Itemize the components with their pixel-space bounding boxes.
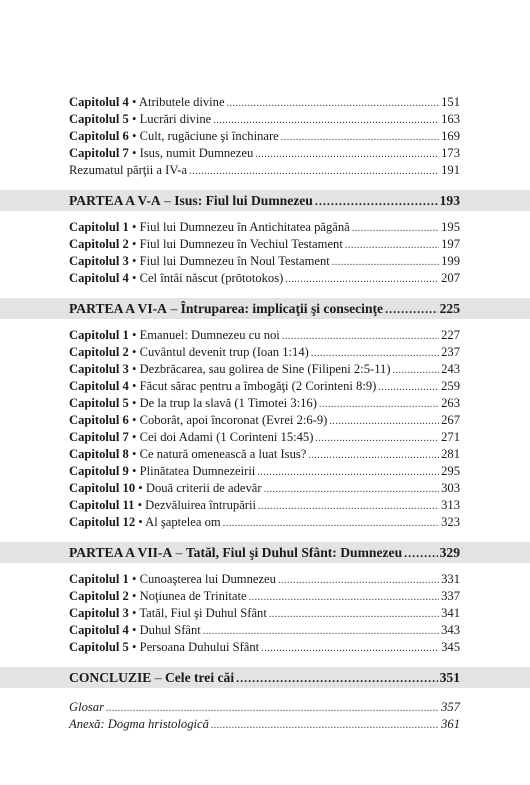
bullet-separator: •: [128, 396, 140, 410]
part-number: CONCLUZIE: [69, 670, 152, 685]
entry-title: Două criterii de adevăr: [145, 481, 262, 495]
toc-entry[interactable]: [69, 716, 460, 733]
toc-entry[interactable]: [69, 605, 460, 622]
part-label: [69, 667, 234, 688]
toc-entry[interactable]: [69, 94, 460, 111]
chapter-number: Capitolul 4: [69, 95, 129, 109]
chapter-number: Capitolul 5: [69, 396, 129, 410]
entry-label: [69, 219, 350, 236]
entry-label: [69, 571, 276, 588]
dot-leader: [257, 464, 439, 481]
bullet-separator: •: [128, 254, 140, 268]
dash-separator: –: [172, 545, 186, 560]
bullet-separator: •: [128, 345, 140, 359]
chapter-number: Capitolul 1: [69, 572, 129, 586]
toc-entry[interactable]: [69, 514, 460, 531]
part-heading-inner: [69, 298, 460, 320]
part-heading-inner: [69, 190, 460, 212]
entry-label: [69, 480, 262, 497]
section-gap: [0, 688, 530, 699]
dot-leader: [311, 345, 439, 362]
bullet-separator: •: [128, 95, 139, 109]
entry-title: De la trup la slavă (1 Timotei 3:16): [139, 396, 317, 410]
entry-label: [69, 412, 327, 429]
part-heading-inner: [69, 667, 460, 689]
dot-leader: [352, 220, 439, 237]
dot-leader: [269, 606, 439, 623]
part-gap: [0, 563, 530, 571]
dash-separator: –: [151, 670, 165, 685]
entry-label: [69, 361, 391, 378]
entry-label: [69, 716, 209, 733]
chapter-number: Capitolul 9: [69, 464, 129, 478]
toc-entry[interactable]: [69, 412, 460, 429]
part-label: [69, 190, 313, 211]
page-number: 281: [441, 447, 460, 461]
entry-label: [69, 253, 330, 270]
page-number: 207: [441, 271, 460, 285]
page-number: 173: [441, 146, 460, 160]
entry-title: Isus, numit Dumnezeu: [139, 146, 254, 160]
dot-leader: [315, 191, 438, 212]
entry-label: [69, 639, 259, 656]
page-number: 267: [441, 413, 460, 427]
dot-leader: [227, 95, 440, 112]
part-label: [69, 298, 383, 319]
entry-title: Fiul lui Dumnezeu în Antichitatea păgână: [139, 220, 350, 234]
part-gap: [0, 211, 530, 219]
dot-leader: [281, 129, 439, 146]
part-title: Isus: Fiul lui Dumnezeu: [174, 193, 313, 208]
page-number: 225: [439, 301, 460, 316]
page-number: 295: [441, 464, 460, 478]
bullet-separator: •: [128, 640, 140, 654]
chapter-number: Capitolul 10: [69, 481, 136, 495]
dot-leader: [189, 163, 439, 180]
toc-entry[interactable]: [69, 378, 460, 395]
entry-title: Ce natură omenească a luat Isus?: [139, 447, 307, 461]
bullet-separator: •: [128, 220, 140, 234]
bullet-separator: •: [128, 146, 140, 160]
toc-entry[interactable]: [69, 639, 460, 656]
bullet-separator: •: [128, 606, 140, 620]
page-number: 331: [441, 572, 460, 586]
part-title: Cele trei căi: [164, 670, 235, 685]
bullet-separator: •: [135, 515, 146, 529]
bullet-separator: •: [128, 328, 140, 342]
page-number: 169: [441, 129, 460, 143]
table-of-contents: [0, 94, 530, 733]
entry-title: Lucrări divine: [139, 112, 212, 126]
page-number: 343: [441, 623, 460, 637]
page-number: 227: [441, 328, 460, 342]
chapter-number: Capitolul 5: [69, 112, 129, 126]
page-number: 151: [441, 95, 460, 109]
page-number: 199: [441, 254, 460, 268]
bullet-separator: •: [128, 362, 140, 376]
entry-label: [69, 327, 280, 344]
chapter-number: Capitolul 7: [69, 146, 129, 160]
entry-label: [69, 344, 309, 361]
entry-title: Tatăl, Fiul şi Duhul Sfânt: [139, 606, 267, 620]
chapter-number: Capitolul 2: [69, 589, 129, 603]
bullet-separator: •: [135, 481, 146, 495]
toc-entry[interactable]: [69, 270, 460, 287]
chapter-number: Capitolul 6: [69, 413, 129, 427]
part-heading[interactable]: [0, 542, 530, 563]
chapter-number: Capitolul 5: [69, 640, 129, 654]
dot-leader: [261, 640, 439, 657]
dot-leader: [278, 572, 439, 589]
dot-leader: [211, 717, 439, 734]
entry-label: [69, 128, 279, 145]
toc-entry[interactable]: [69, 588, 460, 605]
chapter-number: Capitolul 2: [69, 345, 129, 359]
entry-label: [69, 145, 253, 162]
entry-label: [69, 236, 343, 253]
part-heading[interactable]: [0, 298, 530, 319]
bullet-separator: •: [128, 430, 140, 444]
page-number: 193: [439, 193, 460, 208]
toc-entry[interactable]: [69, 253, 460, 270]
entry-label: [69, 446, 306, 463]
dot-leader: [378, 379, 439, 396]
chapter-number: Capitolul 3: [69, 362, 129, 376]
page-number: 323: [441, 515, 460, 529]
page-number: 163: [441, 112, 460, 126]
chapter-number: Capitolul 1: [69, 220, 129, 234]
entry-title: Făcut sărac pentru a îmbogăţi (2 Corinteni 8:9): [139, 379, 377, 393]
dot-leader: [329, 413, 439, 430]
entry-title: Atributele divine: [138, 95, 225, 109]
chapter-number: Capitolul 2: [69, 237, 129, 251]
part-heading[interactable]: [0, 190, 530, 211]
entry-label: [69, 162, 187, 179]
chapter-number: Capitolul 3: [69, 606, 129, 620]
entry-label: [69, 429, 313, 446]
dot-leader: [203, 623, 439, 640]
dot-leader: [264, 481, 440, 498]
entry-title: Glosar: [69, 700, 104, 714]
page-number: 259: [441, 379, 460, 393]
toc-entry[interactable]: [69, 128, 460, 145]
bullet-separator: •: [128, 464, 140, 478]
entry-title: Al şaptelea om: [145, 515, 221, 529]
dash-separator: –: [160, 193, 175, 208]
entry-label: [69, 94, 225, 111]
dot-leader: [258, 498, 439, 515]
bullet-separator: •: [128, 129, 140, 143]
toc-entry[interactable]: [69, 622, 460, 639]
part-title: Întruparea: implicaţii şi consecinţe: [180, 301, 384, 316]
part-title: Tatăl, Fiul şi Duhul Sfânt: Dumnezeu: [185, 545, 403, 560]
entry-label: [69, 463, 255, 480]
toc-entry[interactable]: [69, 162, 460, 179]
dot-leader: [236, 668, 437, 689]
page-number: 341: [441, 606, 460, 620]
section-gap: [0, 531, 530, 542]
entry-label: [69, 699, 104, 716]
toc-entry[interactable]: [69, 497, 460, 514]
dot-leader: [223, 515, 439, 532]
page-number: 337: [441, 589, 460, 603]
section-gap: [0, 656, 530, 667]
page-number: 237: [441, 345, 460, 359]
page-number: 195: [441, 220, 460, 234]
entry-title: Cult, rugăciune şi închinare: [139, 129, 279, 143]
part-gap: [0, 319, 530, 327]
dot-leader: [393, 362, 440, 379]
chapter-number: Capitolul 4: [69, 623, 129, 637]
dot-leader: [315, 430, 439, 447]
entry-label: [69, 395, 317, 412]
page-number: 357: [441, 700, 460, 714]
dot-leader: [282, 328, 439, 345]
dot-leader: [308, 447, 439, 464]
chapter-number: Capitolul 3: [69, 254, 129, 268]
dot-leader: [385, 299, 438, 320]
toc-entry[interactable]: [69, 361, 460, 378]
entry-title: Noţiunea de Trinitate: [139, 589, 247, 603]
bullet-separator: •: [128, 413, 140, 427]
chapter-number: Capitolul 11: [69, 498, 135, 512]
part-number: PARTEA A V-A: [69, 193, 161, 208]
bullet-separator: •: [128, 112, 140, 126]
entry-label: [69, 378, 376, 395]
bullet-separator: •: [128, 447, 140, 461]
entry-label: [69, 622, 201, 639]
dash-separator: –: [166, 301, 181, 316]
entry-title: Persoana Duhului Sfânt: [139, 640, 260, 654]
bullet-separator: •: [134, 498, 146, 512]
entry-label: [69, 111, 211, 128]
toc-entry[interactable]: [69, 446, 460, 463]
entry-title: Fiul lui Dumnezeu în Noul Testament: [139, 254, 330, 268]
toc-entry[interactable]: [69, 145, 460, 162]
dot-leader: [404, 543, 437, 564]
dot-leader: [332, 254, 439, 271]
entry-title: Cunoaşterea lui Dumnezeu: [139, 572, 276, 586]
entry-title: Plinătatea Dumnezeirii: [139, 464, 256, 478]
chapter-number: Capitolul 4: [69, 379, 129, 393]
entry-title: Dezvăluirea întrupării: [145, 498, 256, 512]
dot-leader: [319, 396, 439, 413]
chapter-number: Capitolul 4: [69, 271, 129, 285]
page-number: 243: [441, 362, 460, 376]
toc-entry[interactable]: [69, 463, 460, 480]
entry-label: [69, 588, 247, 605]
bullet-separator: •: [128, 271, 140, 285]
bullet-separator: •: [128, 589, 140, 603]
entry-title: Anexă: Dogma hristologică: [69, 717, 209, 731]
part-label: [69, 542, 402, 563]
entry-title: Fiul lui Dumnezeu în Vechiul Testament: [139, 237, 343, 251]
toc-entry[interactable]: [69, 571, 460, 588]
entry-label: [69, 514, 221, 531]
entry-title: Cei doi Adami (1 Corinteni 15:45): [139, 430, 314, 444]
toc-entry[interactable]: [69, 480, 460, 497]
toc-entry[interactable]: [69, 395, 460, 412]
chapter-number: Capitolul 6: [69, 129, 129, 143]
dot-leader: [285, 271, 439, 288]
page-number: 345: [441, 640, 460, 654]
entry-title: Rezumatul părţii a IV-a: [69, 163, 188, 177]
bullet-separator: •: [128, 237, 140, 251]
page-number: 197: [441, 237, 460, 251]
section-gap: [0, 179, 530, 190]
dot-leader: [213, 112, 439, 129]
entry-title: Emanuel: Dumnezeu cu noi: [139, 328, 280, 342]
bullet-separator: •: [128, 572, 140, 586]
toc-entry[interactable]: [69, 344, 460, 361]
toc-entry[interactable]: [69, 699, 460, 716]
entry-title: Dezbrăcarea, sau golirea de Sine (Filipeni 2:5-11): [139, 362, 391, 376]
page-number: 361: [441, 717, 460, 731]
part-heading-inner: [69, 542, 460, 564]
entry-title: Coborât, apoi încoronat (Evrei 2:6-9): [139, 413, 328, 427]
entry-label: [69, 497, 256, 514]
page-number: 191: [441, 163, 460, 177]
toc-entry[interactable]: [69, 327, 460, 344]
page-number: 313: [441, 498, 460, 512]
page-number: 271: [441, 430, 460, 444]
dot-leader: [249, 589, 440, 606]
entry-label: [69, 270, 283, 287]
page-number: 329: [439, 545, 460, 560]
chapter-number: Capitolul 8: [69, 447, 129, 461]
dot-leader: [106, 700, 439, 717]
entry-label: [69, 605, 267, 622]
chapter-number: Capitolul 12: [69, 515, 136, 529]
dot-leader: [345, 237, 439, 254]
toc-entry[interactable]: [69, 219, 460, 236]
entry-title: Cuvântul devenit trup (Ioan 1:14): [139, 345, 309, 359]
chapter-number: Capitolul 7: [69, 430, 129, 444]
part-number: PARTEA A VI-A: [69, 301, 167, 316]
toc-entry[interactable]: [69, 236, 460, 253]
page-number: 351: [439, 670, 460, 685]
toc-entry[interactable]: [69, 429, 460, 446]
part-heading[interactable]: [0, 667, 530, 688]
dot-leader: [255, 146, 439, 163]
chapter-number: Capitolul 1: [69, 328, 129, 342]
page-number: 263: [441, 396, 460, 410]
page-number: 303: [441, 481, 460, 495]
toc-entry[interactable]: [69, 111, 460, 128]
part-number: PARTEA A VII-A: [69, 545, 173, 560]
bullet-separator: •: [128, 379, 140, 393]
entry-title: Cel întâi născut (prōtotokos): [139, 271, 284, 285]
section-gap: [0, 287, 530, 298]
entry-title: Duhul Sfânt: [139, 623, 201, 637]
bullet-separator: •: [128, 623, 140, 637]
